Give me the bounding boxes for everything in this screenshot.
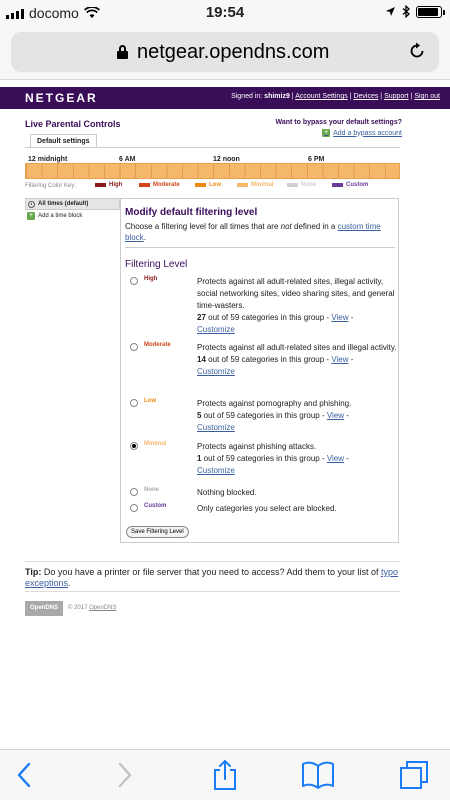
address-bar[interactable] <box>11 32 439 72</box>
status-bar <box>0 0 450 26</box>
netgear-logo: NETGEAR <box>25 91 98 105</box>
timeline-label: 12 midnight <box>28 156 68 163</box>
swatch <box>195 183 206 187</box>
radio-none[interactable] <box>130 488 138 496</box>
swatch <box>95 183 106 187</box>
filtering-level-heading: Filtering Level <box>125 259 188 270</box>
tip-end: . <box>68 578 71 588</box>
status-right-group <box>385 5 442 18</box>
desc-text: . <box>143 233 146 242</box>
book-icon <box>301 761 335 789</box>
header-user-links <box>231 93 440 100</box>
tabs-icon <box>399 760 429 790</box>
username: shimiz9 <box>264 93 290 100</box>
level-count-text: out of 59 categories in this group - <box>201 411 327 420</box>
level-name: Minimal <box>144 441 167 447</box>
footer-divider <box>25 591 400 592</box>
footer-copyright <box>68 605 116 611</box>
back-button[interactable] <box>6 760 42 790</box>
level-count-text: out of 59 categories in this group - <box>201 454 327 463</box>
radio-high[interactable] <box>130 277 138 285</box>
key-name: Custom <box>346 182 369 188</box>
battery-icon <box>416 6 442 18</box>
separator: | <box>347 93 354 100</box>
level-name: Moderate <box>144 342 171 348</box>
tab-divider <box>25 147 400 148</box>
share-button[interactable] <box>207 760 243 790</box>
sidebar-item-all-times[interactable] <box>25 198 120 210</box>
bypass-question: Want to bypass your default settings? <box>275 119 402 126</box>
level-count: 1 <box>197 454 202 463</box>
typo-exceptions-link[interactable]: typo exceptions <box>25 567 399 588</box>
url-text: netgear.opendns.com <box>137 41 330 63</box>
tip-divider <box>25 561 400 562</box>
separator: | <box>289 93 296 100</box>
add-bypass-account-label: Add a bypass account <box>333 129 402 137</box>
level-count: 27 <box>197 313 206 322</box>
reload-icon[interactable] <box>408 42 426 60</box>
filtering-timeline[interactable] <box>25 163 400 179</box>
panel-title: Modify default filtering level <box>125 207 258 218</box>
timeline-label: 12 noon <box>213 156 240 163</box>
level-name: Low <box>144 398 156 404</box>
level-name: Custom <box>144 503 167 509</box>
support-link[interactable]: Support <box>384 93 409 100</box>
level-desc-text: Protects against phishing attacks. <box>197 442 317 451</box>
level-desc-text: Protects against all adult-related sites, illegal activity, social networking sites, video sharing sites, and general time-wasters. <box>197 277 395 310</box>
separator: | <box>408 93 415 100</box>
account-settings-link[interactable]: Account Settings <box>295 93 348 100</box>
level-description: Protects against all adult-related sites and illegal activity. 14 out of 59 categories in this group - View - Customize <box>197 343 397 376</box>
site-header <box>0 87 450 109</box>
radio-moderate[interactable] <box>130 343 138 351</box>
tab-default-settings[interactable]: Default settings <box>30 134 97 148</box>
swatch <box>332 183 343 187</box>
timeline-label: 6 AM <box>119 156 136 163</box>
add-bypass-account-link[interactable] <box>322 129 402 137</box>
key-name: None <box>301 182 316 188</box>
copyright-text: © 2017 <box>68 605 90 611</box>
status-time: 19:54 <box>205 4 245 21</box>
forward-button[interactable] <box>107 760 143 790</box>
bluetooth-icon <box>402 5 410 18</box>
browser-toolbar <box>0 749 450 800</box>
level-name: None <box>144 487 159 493</box>
custom-time-block-link[interactable]: custom time block <box>125 222 381 242</box>
tabs-button[interactable] <box>396 760 432 790</box>
sidebar-item-label: Add a time block <box>38 213 83 219</box>
level-desc-text: Nothing blocked. <box>197 488 257 497</box>
page-title: Live Parental Controls <box>25 119 121 129</box>
level-name: High <box>144 276 158 282</box>
swatch <box>237 183 248 187</box>
radio-minimal[interactable] <box>130 442 138 450</box>
clock-icon <box>28 201 35 208</box>
radio-low[interactable] <box>130 399 138 407</box>
swatch <box>139 183 150 187</box>
tip-label: Tip: <box>25 567 42 577</box>
bookmarks-button[interactable] <box>300 760 336 790</box>
timeline-label: 6 PM <box>308 156 325 163</box>
level-count-text: out of 59 categories in this group - <box>205 313 332 322</box>
address-area <box>0 26 450 80</box>
key-item-none <box>287 182 316 188</box>
separator: | <box>378 93 385 100</box>
opendns-footer-link[interactable]: OpenDNS <box>89 605 117 611</box>
tip-text <box>25 567 405 589</box>
radio-custom[interactable] <box>130 504 138 512</box>
opendns-logo: OpenDNS <box>25 601 63 616</box>
key-item-minimal <box>237 182 273 188</box>
back-chevron-icon <box>16 762 32 788</box>
level-count: 5 <box>197 411 202 420</box>
level-count-text: out of 59 categories in this group - <box>205 355 332 364</box>
time-block-sidebar <box>25 198 120 222</box>
signed-in-label: Signed in: <box>231 93 265 100</box>
view-link[interactable]: View <box>331 313 349 322</box>
forward-chevron-icon <box>117 762 133 788</box>
view-link[interactable]: View <box>326 411 345 420</box>
tip-body: Do you have a printer or file server that you need to access? Add them to your list of <box>41 567 382 577</box>
sidebar-item-label: All times (default) <box>38 201 89 207</box>
desc-text: defined in a <box>291 222 338 231</box>
key-name: Moderate <box>153 182 180 188</box>
level-description <box>197 503 397 515</box>
color-key-label: Filtering Color Key: <box>25 183 77 189</box>
plus-icon: + <box>324 129 329 136</box>
carrier-name: docomo <box>29 5 79 21</box>
plus-icon: + <box>28 212 34 219</box>
share-icon <box>212 759 238 791</box>
color-key <box>25 182 405 192</box>
customize-link[interactable]: Customize <box>197 423 235 432</box>
sidebar-item-add-time-block[interactable] <box>25 210 120 222</box>
level-desc-text: Protects against pornography and phishing. <box>197 399 352 408</box>
desc-emphasis: not <box>280 222 292 231</box>
devices-link[interactable]: Devices <box>353 93 379 100</box>
lock-icon <box>117 45 128 59</box>
panel-divider <box>125 247 395 248</box>
location-arrow-icon <box>385 6 396 17</box>
swatch <box>287 183 298 187</box>
key-name: High <box>109 182 123 188</box>
level-desc-text: Protects against all adult-related sites and illegal activity. <box>197 343 397 352</box>
key-item-high <box>95 182 122 188</box>
level-description: Protects against pornography and phishing. 5 out of 59 categories in this group - View - Customize <box>197 399 352 432</box>
save-filtering-level-button[interactable]: Save Filtering Level <box>126 526 189 538</box>
customize-link[interactable]: Customize <box>197 325 235 334</box>
view-link[interactable]: View <box>331 355 349 364</box>
filtering-panel <box>120 198 399 543</box>
level-description: Protects against all adult-related sites, illegal activity, social networking sites, video sharing sites, and general time-wasters. 27 out of 59 categories in this group - View - Customize <box>197 277 395 334</box>
key-name: Minimal <box>251 182 274 188</box>
key-item-low <box>195 182 221 188</box>
view-link[interactable]: View <box>326 454 345 463</box>
timeline-ticks <box>26 164 399 178</box>
customize-link[interactable]: Customize <box>197 367 235 376</box>
customize-link[interactable]: Customize <box>197 466 235 475</box>
key-item-moderate <box>139 182 180 188</box>
level-description <box>197 487 397 499</box>
desc-text: Choose a filtering level for all times that are <box>125 222 281 231</box>
key-name: Low <box>209 182 221 188</box>
level-description: Protects against phishing attacks. 1 out of 59 categories in this group - View - Customize <box>197 442 349 475</box>
level-count: 14 <box>197 355 206 364</box>
key-item-custom <box>332 182 368 188</box>
panel-description <box>125 221 395 243</box>
level-desc-text: Only categories you select are blocked. <box>197 504 337 513</box>
sign-out-link[interactable]: Sign out <box>414 93 440 100</box>
